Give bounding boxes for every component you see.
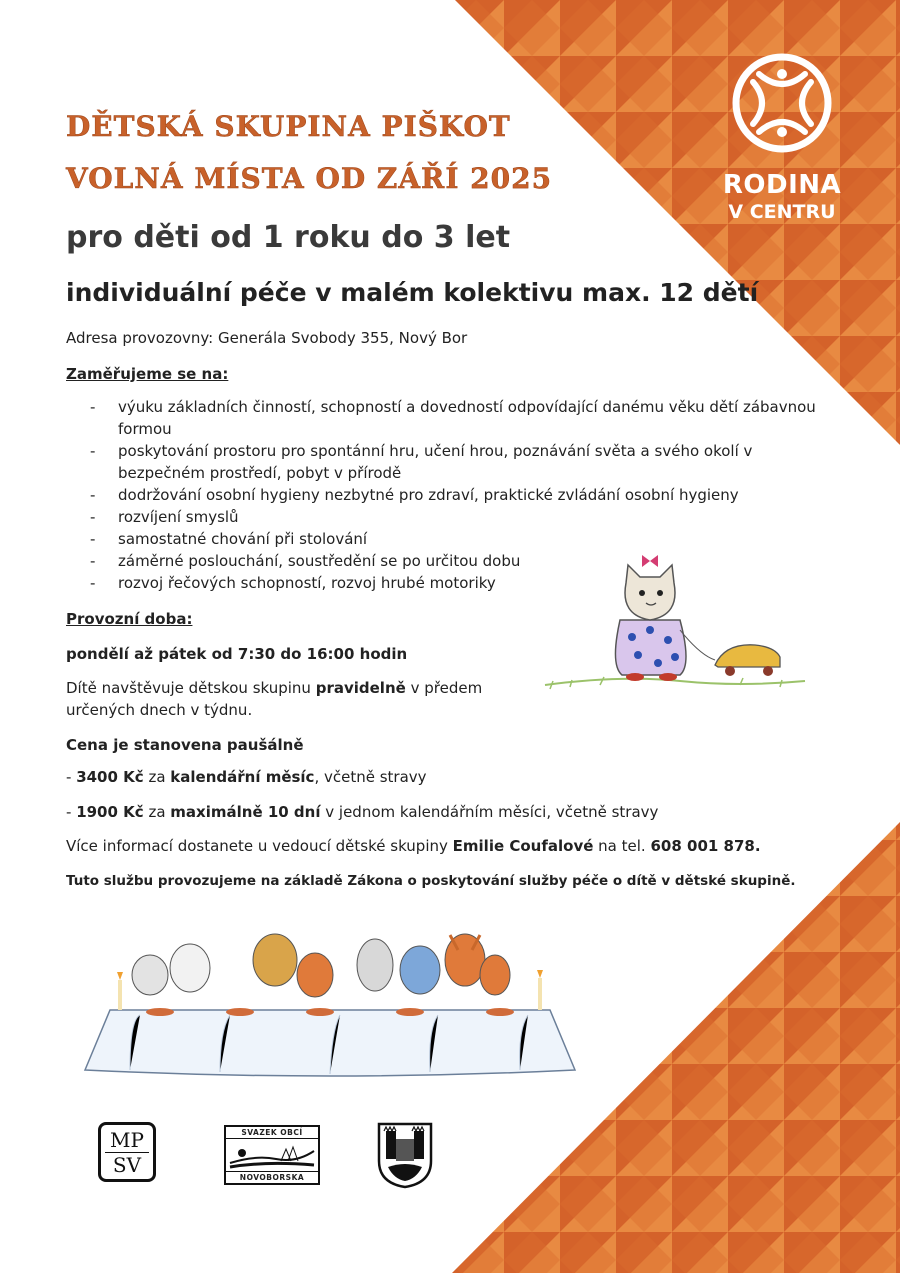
animals-table-illustration bbox=[70, 920, 590, 1090]
address: Adresa provozovny: Generála Svobody 355, Nový Bor bbox=[66, 329, 468, 347]
visit-text: Dítě navštěvuje dětskou skupinu pravidelně v předem určených dnech v týdnu. bbox=[66, 679, 483, 719]
list-item: - rozvíjení smyslů bbox=[90, 506, 820, 528]
contact-name: Emilie Coufalové bbox=[452, 837, 594, 855]
svazek-obci-logo: SVAZEK OBCÍ NOVOBORSKA bbox=[224, 1125, 320, 1185]
hours-heading: Provozní doba: bbox=[66, 610, 193, 628]
list-item: - záměrné poslouchání, soustředění se po určitou dobu bbox=[90, 550, 820, 572]
title-line1: DĚTSKÁ SKUPINA PIŠKOT bbox=[66, 110, 511, 143]
price-heading: Cena je stanovena paušálně bbox=[66, 736, 304, 754]
list-item: - samostatné chování při stolování bbox=[90, 528, 820, 550]
list-item: - výuku základních činností, schopností a dovedností odpovídající danému věku dětí zábavnou formou bbox=[90, 396, 820, 440]
focus-heading: Zaměřujeme se na: bbox=[66, 365, 229, 383]
logo-line2: V CENTRU bbox=[728, 201, 836, 223]
subtitle-age: pro děti od 1 roku do 3 let bbox=[66, 220, 511, 255]
price-line1: - 3400 Kč za kalendářní měsíc, včetně stravy bbox=[66, 768, 427, 786]
price-line2: - 1900 Kč za maximálně 10 dní v jednom kalendářním měsíci, včetně stravy bbox=[66, 803, 659, 821]
coat-of-arms-icon bbox=[376, 1121, 434, 1189]
visit-bold: pravidelně bbox=[315, 679, 406, 697]
law-note: Tuto službu provozujeme na základě Zákona o poskytování služby péče o dítě v dětské skupině. bbox=[66, 873, 796, 889]
rodina-circle-icon bbox=[731, 52, 833, 154]
cat-illustration bbox=[540, 525, 810, 725]
mpsv-logo: MP SV bbox=[98, 1122, 156, 1182]
landscape-icon bbox=[226, 1141, 318, 1171]
subtitle-care: individuální péče v malém kolektivu max. 12 dětí bbox=[66, 278, 759, 307]
logo-line1: RODINA bbox=[722, 170, 842, 200]
contact-info: Více informací dostanete u vedoucí dětské skupiny Emilie Coufalové na tel. 608 001 878. bbox=[66, 837, 761, 855]
list-item: - dodržování osobní hygieny nezbytné pro zdraví, praktické zvládání osobní hygieny bbox=[90, 484, 820, 506]
rodina-v-centru-logo bbox=[706, 52, 858, 224]
list-item: - rozvoj řečových schopností, rozvoj hrubé motoriky bbox=[90, 572, 820, 594]
list-item: - poskytování prostoru pro spontánní hru, učení hrou, poznávání světa a svého okolí v bezpečném prostředí, pobyt v přírodě bbox=[90, 440, 820, 484]
hours-text: pondělí až pátek od 7:30 do 16:00 hodin bbox=[66, 645, 408, 663]
contact-phone: 608 001 878. bbox=[650, 837, 761, 855]
title-line2: VOLNÁ MÍSTA OD ZÁŘÍ 2025 bbox=[66, 162, 553, 195]
